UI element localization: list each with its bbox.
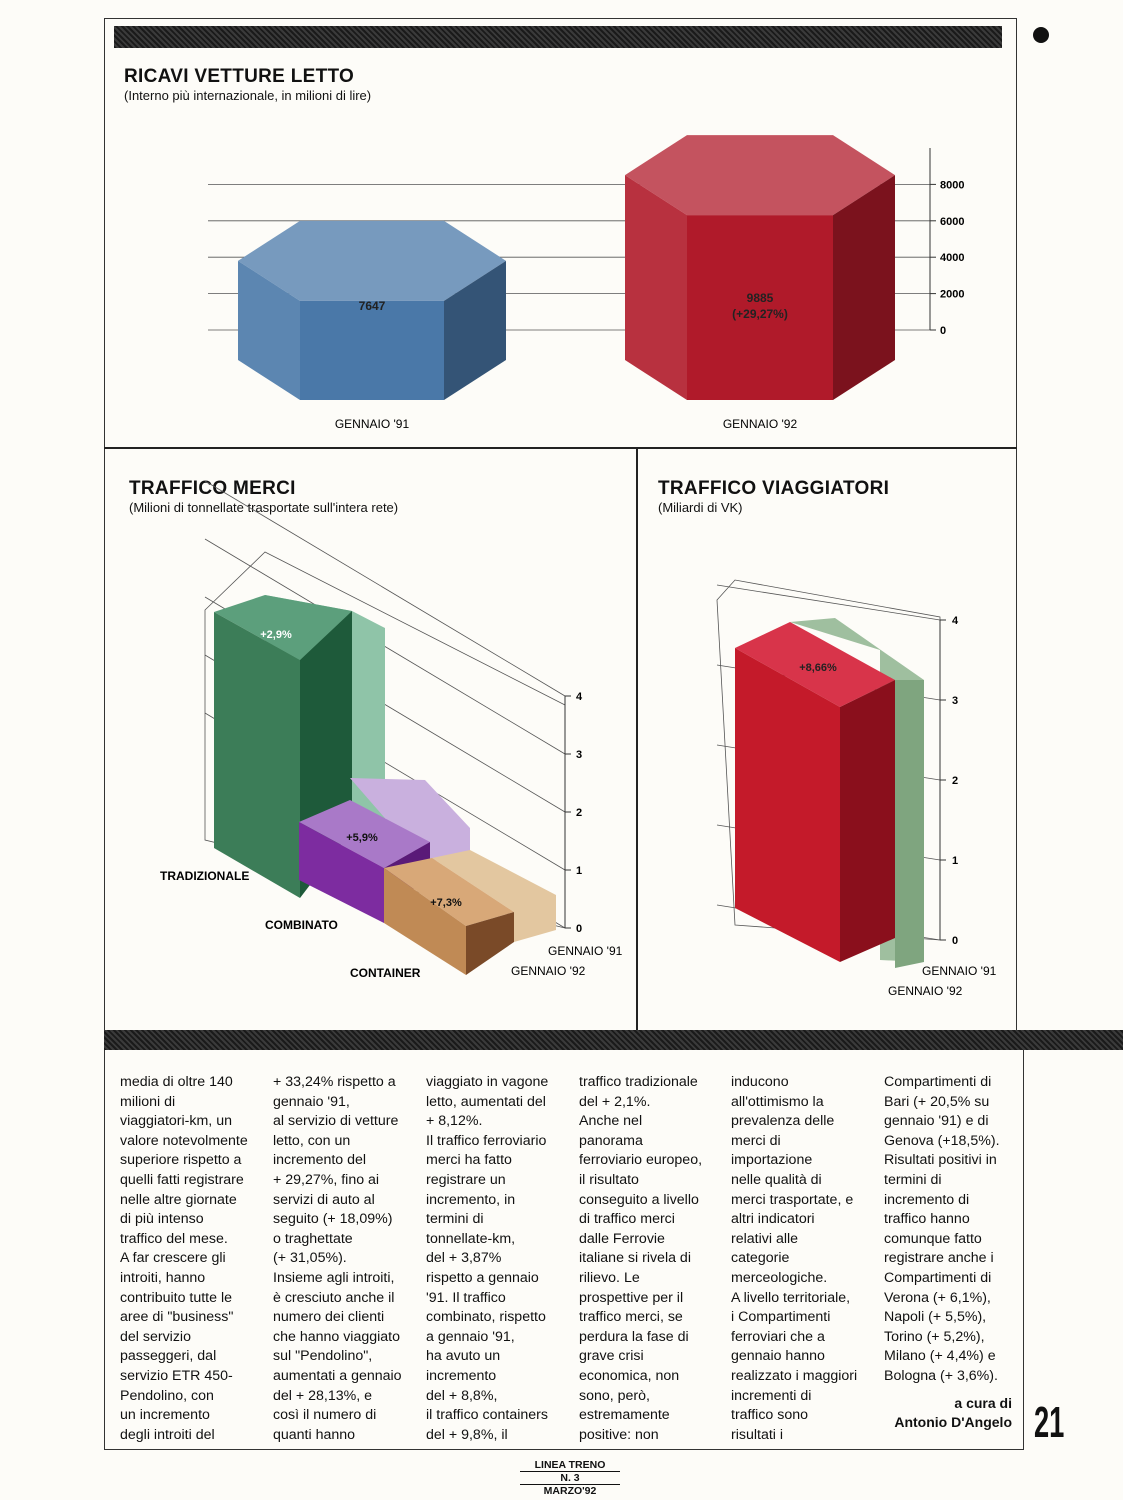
chart2-category-label: COMBINATO (265, 918, 338, 932)
chart3-subtitle: (Miliardi di VK) (658, 500, 743, 515)
text-column-6: Compartimenti di Bari (+ 20,5% su gennaio '91) e di Genova (+18,5%). Risultati positivi in termini di incremento di traffico hanno comunque fatto registrare anche i Compartimenti di Verona (+ 6,1%), Napoli (+ 5,5%), Torino (+ 5,2%), Milano (+ 4,4%) e Bologna (+ 3,6%). (884, 1074, 1000, 1384)
chart3-title: TRAFFICO VIAGGIATORI (658, 478, 890, 499)
chart1-category-label: GENNAIO '91 (334, 417, 410, 431)
chart2-tick-label: 4 (576, 691, 583, 703)
chart2-data-label-combinato: +5,9% (346, 832, 378, 844)
chart3-bar-gennaio91-side (895, 680, 924, 968)
footer-date: MARZO'92 (543, 1485, 597, 1497)
chart3-data-label: +8,66% (799, 662, 837, 674)
text-column-4: traffico tradizionale del + 2,1%. Anche nel panorama ferroviario europeo, il risultato conseguito a livello di traffico merci dalle Ferrovie italiane si rivela di rilievo. Le prospettive per il traffico merci, se perdura la fase di grave crisi economica, non sono, però, estremamente positive: non (579, 1074, 703, 1443)
chart2-data-label-container: +7,3% (430, 897, 462, 909)
chart2-data-label-tradizionale: +2,9% (260, 629, 292, 641)
frame-bottom (104, 1449, 1024, 1450)
chart2-tick-label: 0 (576, 923, 583, 935)
chart3-category-label: GENNAIO '92 (888, 984, 963, 998)
chart3-tick-label: 0 (952, 935, 959, 947)
chart1-data-label: 9885 (746, 291, 774, 305)
chart2-tick-label: 3 (576, 749, 583, 761)
chart2-category-label: CONTAINER (350, 966, 421, 980)
byline-prefix: a cura di (954, 1395, 1012, 1411)
chart2-tick-label: 1 (576, 865, 583, 877)
chart1-tick-label: 2000 (940, 288, 965, 301)
chart1-subtitle: (Interno più internazionale, in milioni di lire) (124, 88, 372, 103)
chart2-category-label: TRADIZIONALE (160, 869, 250, 883)
chart2-tick-label: 2 (576, 807, 583, 819)
chart1-data-label: 7647 (358, 299, 386, 313)
chart1-tick-label: 0 (940, 325, 947, 337)
chart1-tick-label: 6000 (940, 215, 965, 228)
chart3-bar-gennaio92-side (840, 680, 895, 962)
chart1-tick-label: 4000 (940, 252, 965, 265)
chart3-tick-label: 1 (952, 855, 959, 867)
chart1-title: RICAVI VETTURE LETTO (124, 66, 355, 87)
chart3-category-label: GENNAIO '91 (922, 964, 997, 978)
byline-author: Antonio D'Angelo (894, 1414, 1012, 1430)
chart2-period-label: GENNAIO '91 (548, 944, 623, 958)
chart1-tick-label: 8000 (940, 179, 965, 192)
chart3-tick-label: 3 (952, 695, 959, 707)
middle-decorative-bar (104, 1030, 1123, 1050)
chart3-gridline (717, 585, 940, 620)
chart2-subtitle: (Milioni di tonnellate trasportate sull'intera rete) (129, 500, 399, 515)
text-column-2: + 33,24% rispetto a gennaio '91, al servizio di vetture letto, con un incremento del + 29,27%, fino ai servizi di auto al seguito (+ 18,09%) o traghettate (+ 31,05%). Insieme agli introiti, è cresciuto anche il numero dei clienti che hanno viaggiato sul "Pendolino", aumentati a gennaio del + 28,13%, e così il numero di quanti hanno (273, 1074, 402, 1443)
chart3-tick-label: 4 (952, 615, 959, 627)
chart1-category-label: GENNAIO '92 (722, 417, 798, 431)
page-number: 21 (1034, 1398, 1065, 1447)
chart2-period-label: GENNAIO '92 (511, 964, 586, 978)
text-column-5: inducono all'ottimismo la prevalenza delle merci di importazione nelle qualità di merci trasportate, e altri indicatori relativi alle categorie merceologiche. A livello territoriale, i Compartimenti ferroviari che a gennaio hanno realizzato i maggiori incrementi di traffico sono risultati i (731, 1074, 858, 1443)
footer-issue: N. 3 (520, 1472, 620, 1485)
footer-magazine: LINEA TRENO (520, 1459, 620, 1472)
footer (520, 1459, 620, 1497)
text-column-1: media di oltre 140 milioni di viaggiatori-km, un valore notevolmente superiore rispetto a quelli fatti registrare nelle altre giornate di più intenso traffico del mese. A far crescere gli introiti, hanno contribuito tutte le aree di "business" del servizio passeggeri, dal servizio ETR 450- Pendolino, con un incremento degli introiti del (120, 1074, 248, 1443)
chart1-data-label: (+29,27%) (732, 307, 788, 321)
text-column-3: viaggiato in vagone letto, aumentati del + 8,12%. Il traffico ferroviario merci ha fatto registrare un incremento, in termini di tonnellate-km, del + 3,87% rispetto a gennaio '91. Il traffico combinato, rispetto a gennaio '91, ha avuto un incremento del + 8,8%, il traffico containers del + 9,8%, il (426, 1074, 549, 1443)
chart2-title: TRAFFICO MERCI (129, 478, 296, 499)
chart3-tick-label: 2 (952, 775, 959, 787)
